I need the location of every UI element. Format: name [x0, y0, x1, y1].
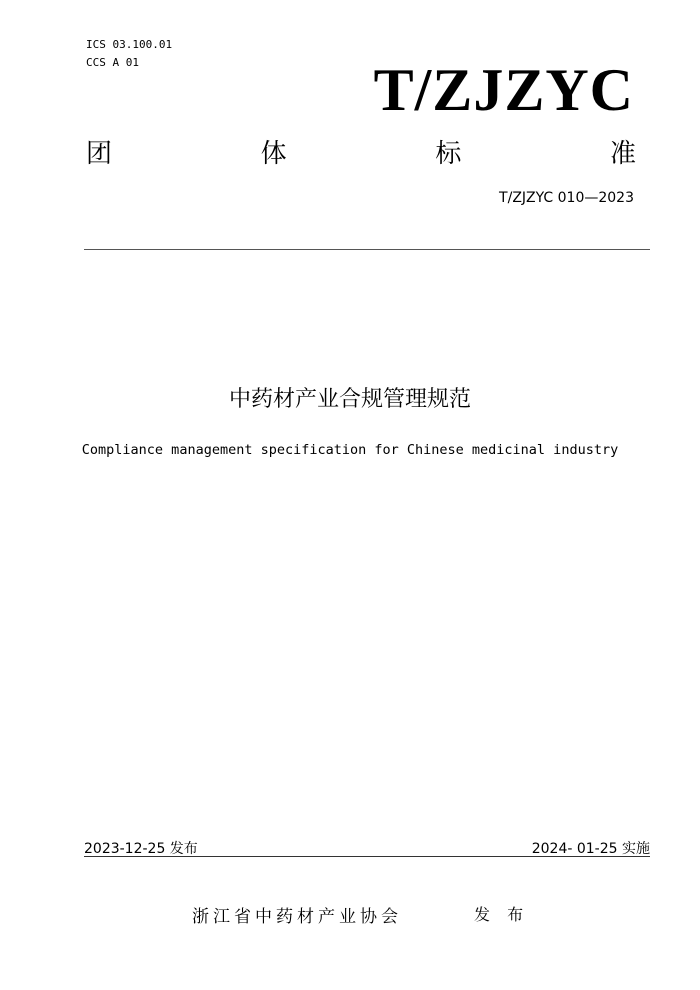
header-divider — [84, 249, 650, 250]
standard-type-char: 体 — [260, 139, 287, 169]
standard-type-char: 标 — [435, 139, 462, 169]
issue-date: 2023-12-25 发布 — [84, 841, 198, 857]
footer-divider — [84, 856, 650, 857]
publish-label: 发 布 — [474, 905, 530, 924]
document-title-chinese: 中药材产业合规管理规范 — [228, 387, 471, 412]
standard-type-heading — [86, 136, 636, 172]
ccs-code: CCS A 01 — [86, 56, 139, 69]
standard-type-char: 团 — [86, 139, 113, 169]
standard-type-char: 准 — [609, 139, 636, 169]
ics-code: ICS 03.100.01 — [86, 38, 173, 51]
issuing-organization: 浙江省中药材产业协会 — [192, 907, 402, 927]
implementation-date: 2024- 01-25 实施 — [531, 841, 650, 857]
document-title-english: Compliance management specification for Chinese medicinal industry — [81, 442, 619, 458]
standard-logo: T/ZJZYC — [373, 57, 634, 123]
standard-number: T/ZJZYC 010—2023 — [499, 190, 634, 206]
